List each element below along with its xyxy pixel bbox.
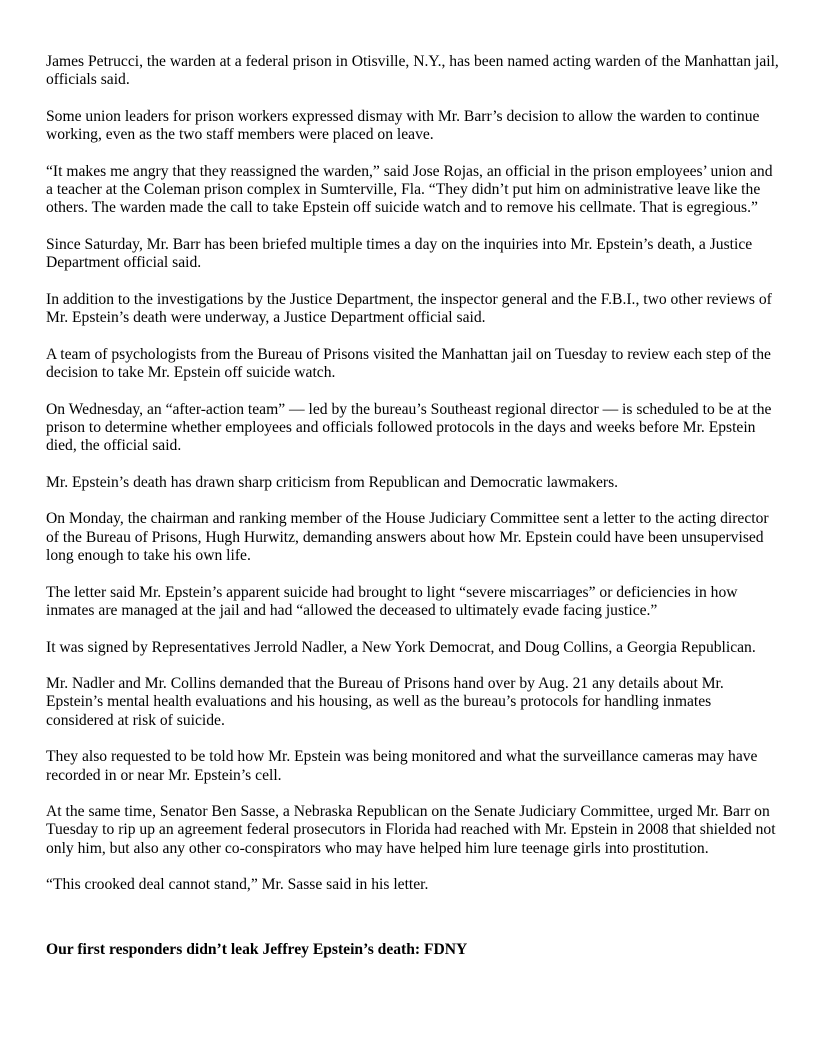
paragraph: On Monday, the chairman and ranking member of the House Judiciary Committee sent a letter to the acting director of the Bureau of Prisons, Hugh Hurwitz, demanding answers about how Mr. Epstein could have been unsupervised long enough to take his own life.: [46, 510, 769, 565]
paragraph: Mr. Epstein’s death has drawn sharp criticism from Republican and Democratic lawmakers.: [46, 473, 619, 491]
paragraph: A team of psychologists from the Bureau of Prisons visited the Manhattan jail on Tuesday to review each step of the decision to take Mr. Epstein off suicide watch.: [46, 345, 771, 382]
paragraph: It was signed by Representatives Jerrold Nadler, a New York Democrat, and Doug Collins, a Georgia Republican.: [46, 638, 756, 656]
document-page: [46, 53, 782, 959]
next-article-heading: Our first responders didn’t leak Jeffrey Epstein’s death: FDNY: [46, 940, 468, 958]
paragraph: At the same time, Senator Ben Sasse, a Nebraska Republican on the Senate Judiciary Committee, urged Mr. Barr on Tuesday to rip up an agreement federal prosecutors in Florida had reached with Mr. Epstein in 2008 that shielded not only him, but also any other co-conspirators who may have helped him lure teenage girls into prostitution.: [46, 803, 776, 857]
paragraph: “This crooked deal cannot stand,” Mr. Sasse said in his letter.: [46, 876, 429, 894]
paragraph: Mr. Nadler and Mr. Collins demanded that the Bureau of Prisons hand over by Aug. 21 any details about Mr. Epstein’s mental health evaluations and his housing, as well as the bureau’s protocols for handling inmates considered at risk of suicide.: [46, 675, 724, 729]
paragraph: “It makes me angry that they reassigned the warden,” said Jose Rojas, an official in the prison employees’ union and a teacher at the Coleman prison complex in Sumterville, Fla. “They didn’t put him on administrative leave like the others. The warden made the call to take Epstein off suicide watch and to remove his cellmate. That is egregious.”: [46, 162, 773, 217]
paragraph: On Wednesday, an “after-action team” — led by the bureau’s Southeast regional director — is scheduled to be at the prison to determine whether employees and officials followed protocols in the days and weeks before Mr. Epstein died, the official said.: [46, 400, 772, 455]
paragraph: James Petrucci, the warden at a federal prison in Otisville, N.Y., has been named acting warden of the Manhattan jail, officials said.: [46, 53, 779, 89]
paragraph: The letter said Mr. Epstein’s apparent suicide had brought to light “severe miscarriages” or deficiencies in how inmates are managed at the jail and had “allowed the deceased to ultimately evade facing justice.”: [46, 583, 738, 619]
paragraph: Some union leaders for prison workers expressed dismay with Mr. Barr’s decision to allow the warden to continue working, even as the two staff members were placed on leave.: [46, 107, 760, 144]
paragraph: Since Saturday, Mr. Barr has been briefed multiple times a day on the inquiries into Mr. Epstein’s death, a Justice Department official said.: [46, 235, 753, 272]
paragraph: They also requested to be told how Mr. Epstein was being monitored and what the surveillance cameras may have recorded in or near Mr. Epstein’s cell.: [46, 748, 758, 784]
paragraph: In addition to the investigations by the Justice Department, the inspector general and the F.B.I., two other reviews of Mr. Epstein’s death were underway, a Justice Department official said.: [46, 290, 772, 327]
